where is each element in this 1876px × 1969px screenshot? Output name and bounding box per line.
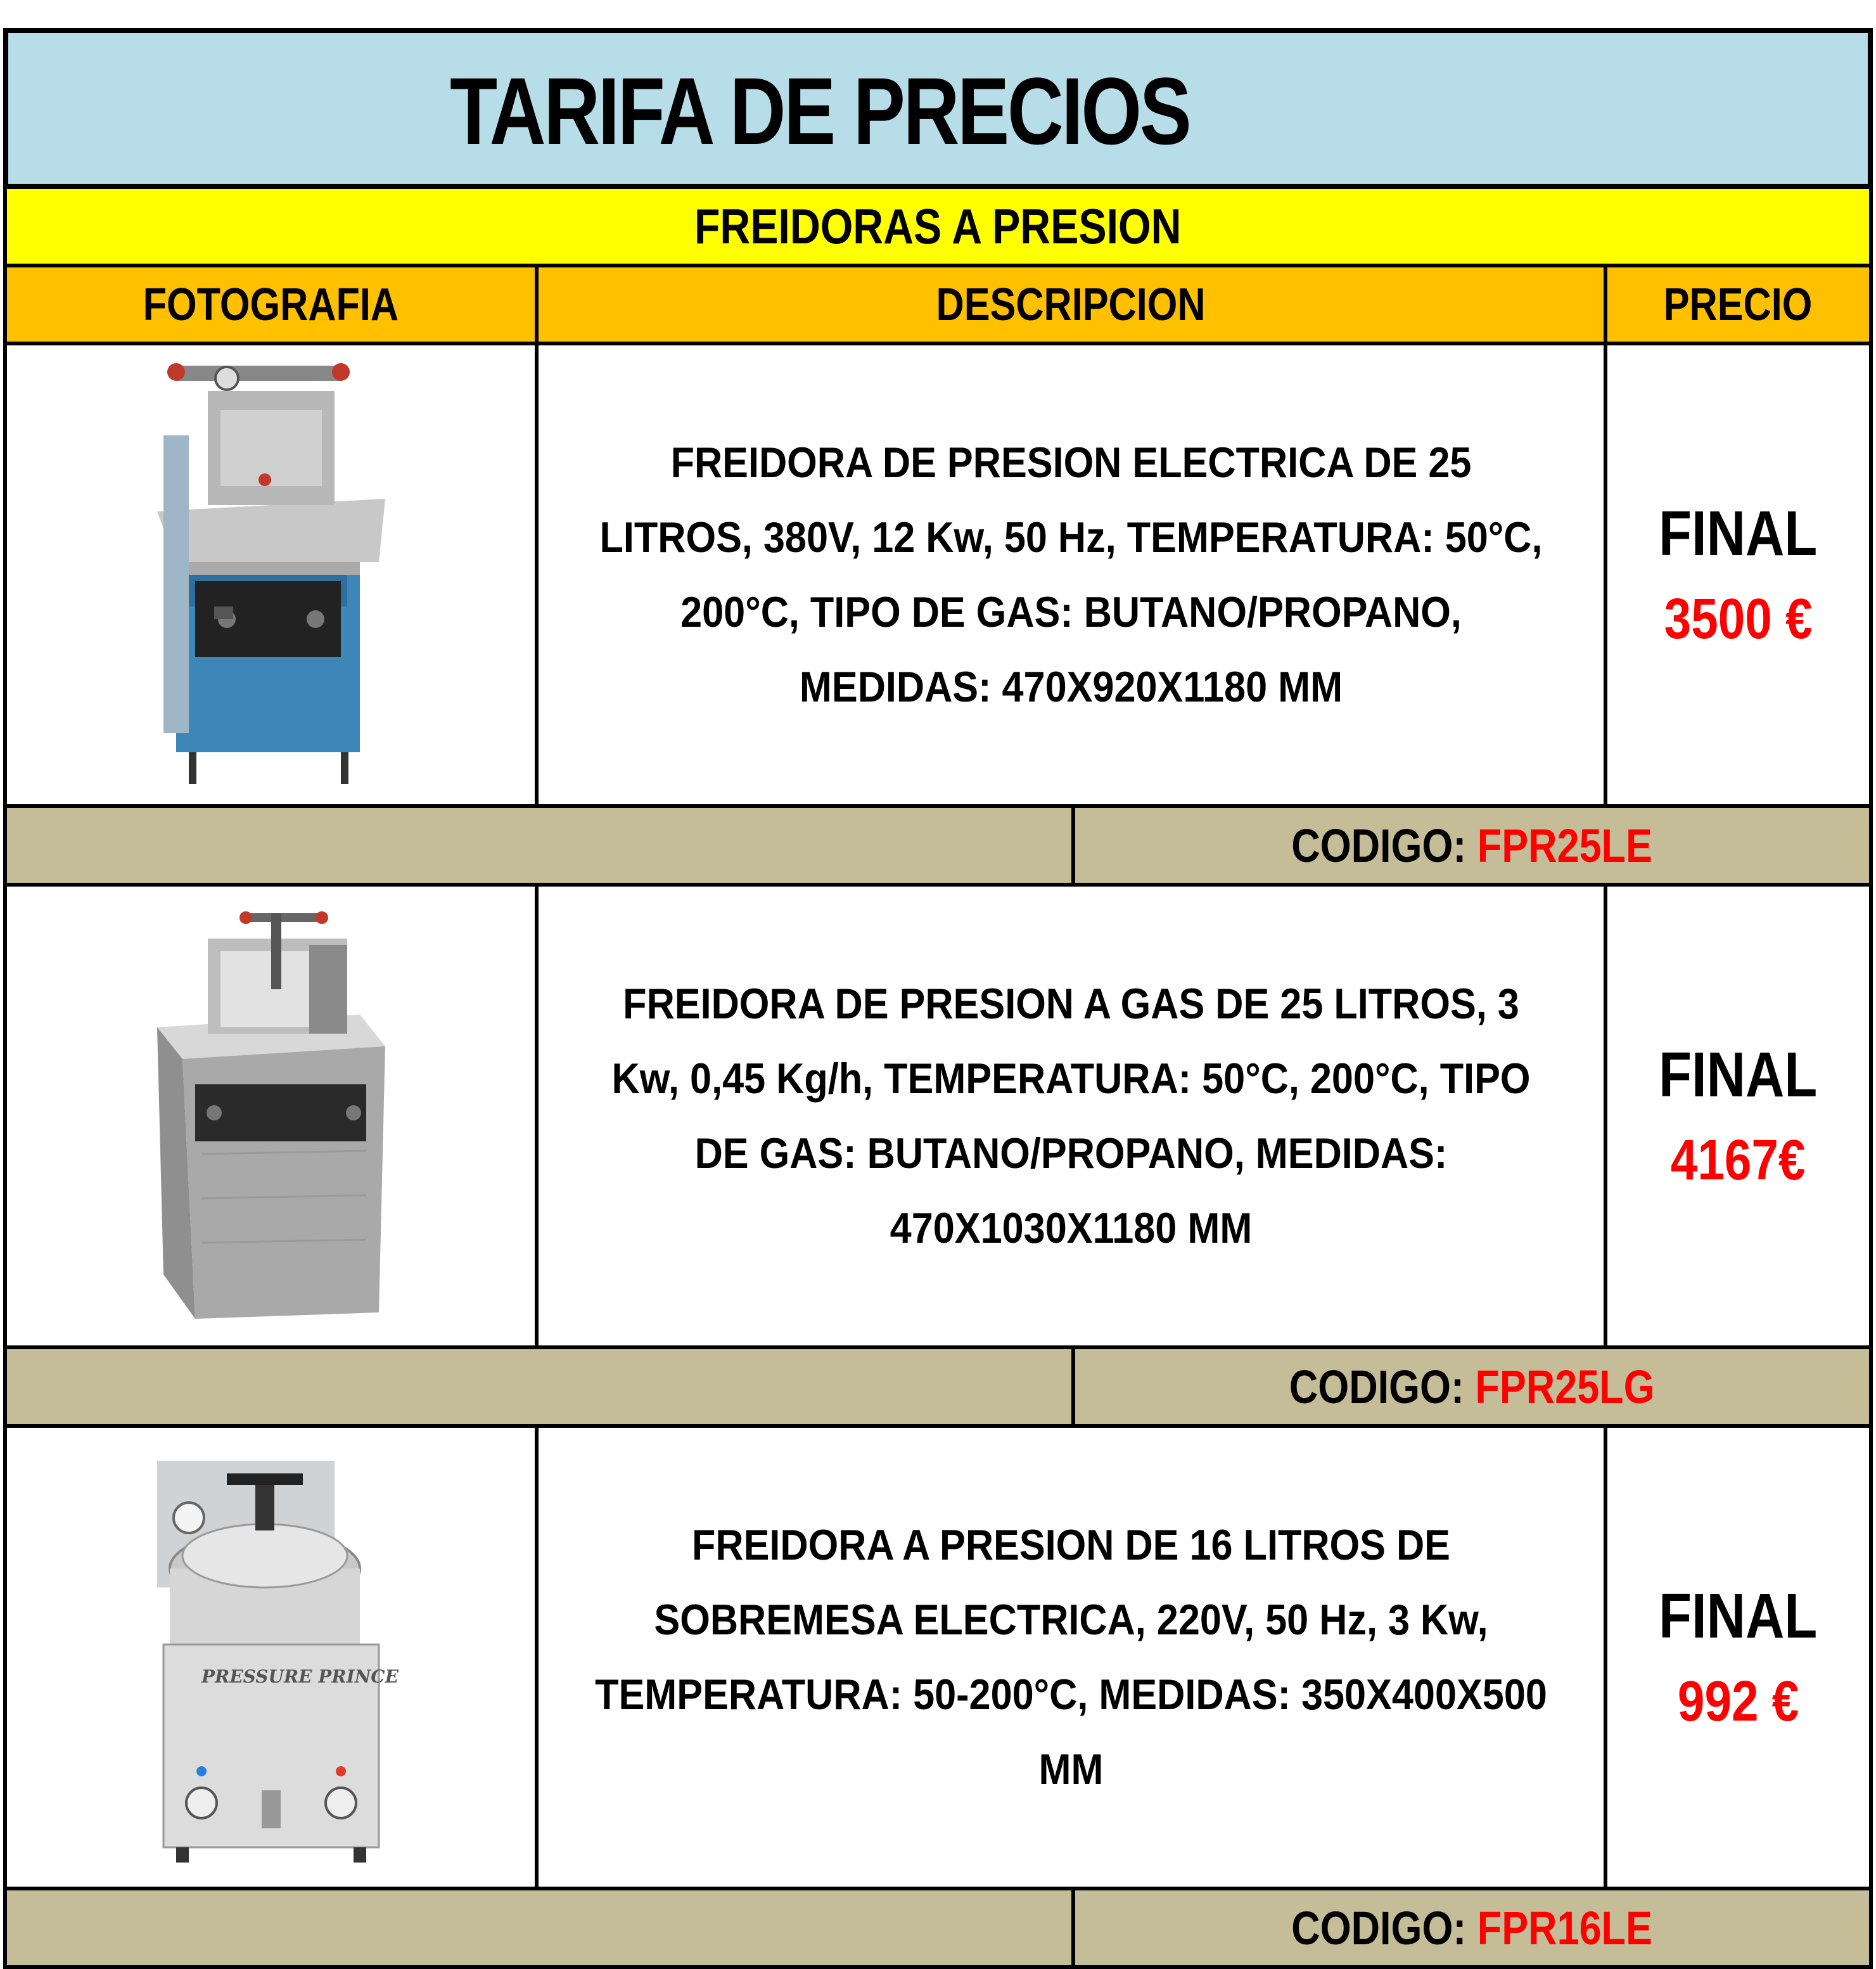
price-value: 3500 €: [1664, 587, 1813, 651]
column-header-price-label: PRECIO: [1664, 279, 1813, 330]
code-label: CODIGO:: [1289, 1360, 1476, 1413]
code-band: [1071, 1349, 1873, 1428]
product-price-cell: [1604, 887, 1873, 1349]
column-header-description: [535, 267, 1607, 345]
column-header-photo-label: FOTOGRAFIA: [143, 279, 399, 330]
product-code-line: [1289, 1360, 1655, 1414]
product-description-cell: [535, 1428, 1607, 1890]
countertop-pressure-fryer-photo: [132, 1448, 411, 1866]
code-band: [1071, 808, 1873, 887]
product-photo-cell: [3, 345, 539, 808]
product-code: FPR25LE: [1477, 819, 1653, 872]
product-photo-cell: [3, 887, 539, 1349]
category-band: [3, 189, 1873, 267]
product-code: FPR25LG: [1475, 1360, 1655, 1413]
code-label: CODIGO:: [1291, 1901, 1478, 1954]
gas-pressure-fryer-photo: [144, 901, 398, 1331]
product-description-cell: [535, 345, 1607, 808]
column-header-photo: [3, 267, 539, 345]
product-code: FPR16LE: [1477, 1901, 1653, 1954]
product-description: FREIDORA DE PRESION ELECTRICA DE 25 LITROS, 380V, 12 Kw, 50 Hz, TEMPERATURA: 50°C, 200°C, TIPO DE GAS: BUTANO/PROPANO, MEDIDAS: 470X920X1180 MM: [599, 439, 1543, 711]
price-label: FINAL: [1659, 498, 1818, 569]
page-title: TARIFA DE PRECIOS: [450, 58, 1190, 164]
photo-brand-text: PRESSURE PRINCE: [201, 1666, 399, 1687]
product-description: FREIDORA DE PRESION A GAS DE 25 LITROS, 3 Kw, 0,45 Kg/h, TEMPERATURA: 50°C, 200°C, TIPO DE GAS: BUTANO/PROPANO, MEDIDAS: 470X1030X1180 MM: [611, 980, 1531, 1252]
price-value: 4167€: [1671, 1129, 1806, 1192]
code-band-spacer: [3, 808, 1075, 887]
product-code-line: [1292, 1901, 1653, 1955]
product-description-cell: [535, 887, 1607, 1349]
column-header-price: [1604, 267, 1873, 345]
column-header-description-label: DESCRIPCION: [936, 279, 1206, 330]
product-description: FREIDORA A PRESION DE 16 LITROS DE SOBREMESA ELECTRICA, 220V, 50 Hz, 3 Kw, TEMPERATURA: 50-200°C, MEDIDAS: 350X400X500 MM: [595, 1521, 1547, 1793]
product-photo-cell: [3, 1428, 539, 1890]
price-label: FINAL: [1659, 1581, 1818, 1652]
electric-pressure-fryer-photo: [138, 353, 404, 797]
price-label: FINAL: [1659, 1039, 1818, 1110]
code-band-spacer: [3, 1890, 1075, 1969]
product-price-cell: [1604, 345, 1873, 808]
code-label: CODIGO:: [1291, 819, 1478, 872]
category-title: FREIDORAS A PRESION: [694, 198, 1182, 254]
code-band: [1071, 1890, 1873, 1969]
product-price-cell: [1604, 1428, 1873, 1890]
product-code-line: [1292, 819, 1653, 873]
code-band-spacer: [3, 1349, 1075, 1428]
price-value: 992 €: [1677, 1670, 1799, 1733]
